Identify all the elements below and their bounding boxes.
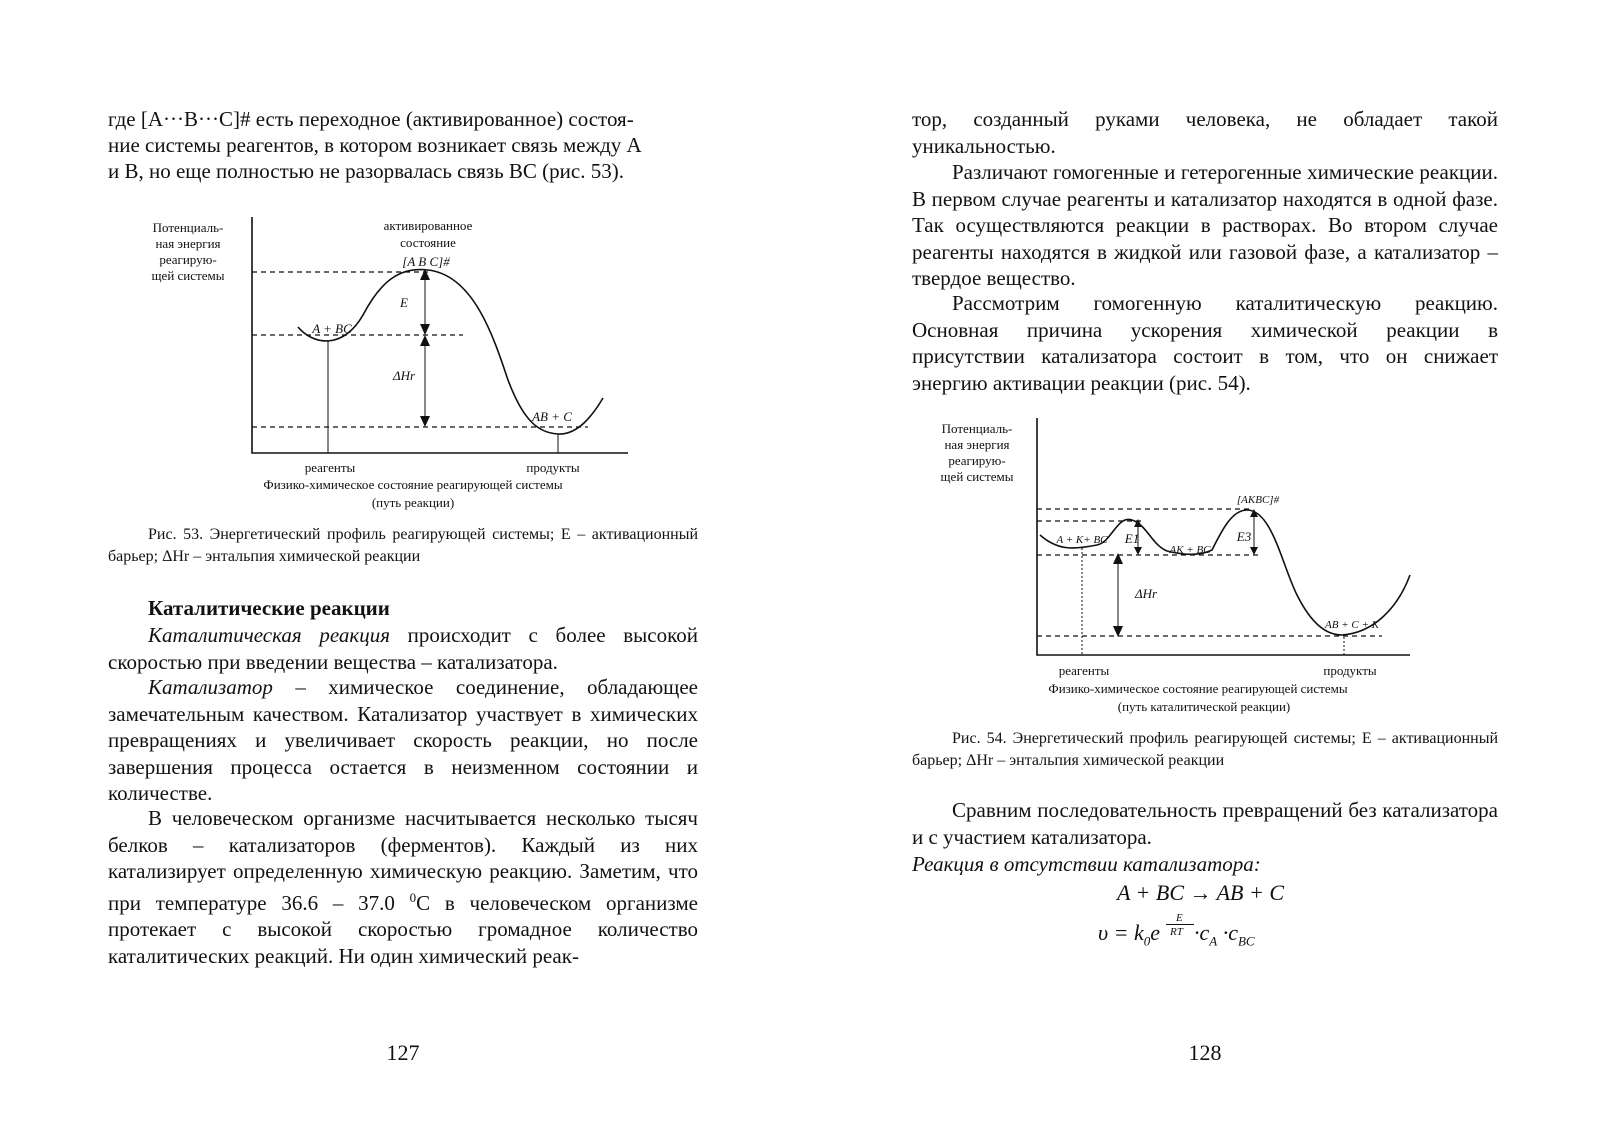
left-page bbox=[108, 0, 698, 1131]
term-catalytic-reaction: Каталитическая реакция bbox=[148, 623, 390, 647]
fig53-ylabel-line-1: Потенциаль- bbox=[152, 220, 224, 235]
fig54-x-reagents: реагенты bbox=[1058, 663, 1110, 678]
fig54-e1-arrowhead-down bbox=[1134, 547, 1142, 555]
fig53-x-products: продукты bbox=[526, 460, 580, 475]
para-catalyst bbox=[108, 674, 698, 807]
rate-sub-A: A bbox=[1209, 933, 1218, 949]
fig53-xlabel-2: (путь реакции) bbox=[371, 495, 455, 510]
rate-equation bbox=[1098, 912, 1255, 949]
fig54-energy-curve bbox=[1040, 510, 1410, 635]
rate-exponent bbox=[1160, 912, 1194, 940]
fig54-product-label: AB + C + K bbox=[1325, 619, 1379, 631]
fig54-ylabel-line-2: ная энергия bbox=[944, 437, 1010, 452]
para-catalyst-text: – химическое соединение, обладающее замечательным качеством. Катализатор участвует в химических превращениях и увеличивает скорость реакции, но после завершения процесса остается в неизменном состоянии и количестве. bbox=[108, 675, 698, 805]
fig53-ylabel-line-3: реагирую- bbox=[159, 252, 217, 267]
fig53-transition-state: [A B C]# bbox=[402, 254, 450, 269]
fig53-peak-label-2: состояние bbox=[400, 235, 456, 250]
fig54-e1-label: E1 bbox=[1124, 531, 1140, 546]
fig54-xlabel-2: (путь каталитической реакции) bbox=[1117, 699, 1291, 714]
fig54-xlabel-1: Физико-химическое состояние реагирующей системы bbox=[1048, 681, 1348, 696]
fig53-barrier-arrowhead-down bbox=[420, 324, 430, 335]
subheading-no-catalyst: Реакция в отсутствии катализатора: bbox=[912, 852, 1261, 876]
rate-cA: ·c bbox=[1193, 920, 1210, 945]
fig54-enthalpy-arrowhead-down bbox=[1113, 626, 1123, 637]
intro-line-2: ние системы реагентов, в котором возникает связь между A bbox=[108, 133, 642, 157]
fig53-x-reagents: реагенты bbox=[304, 460, 356, 475]
intro-line-1: где [A···B···C]# есть переходное (активированное) состоя- bbox=[108, 107, 634, 131]
fig54-x-products: продукты bbox=[1323, 663, 1377, 678]
rate-exp-den: RT bbox=[1169, 926, 1183, 938]
para-enzymes-text-b: C в человеческом организме протекает с высокой скоростью громадное количество каталитических реакций. Ни один химический реак- bbox=[108, 890, 698, 968]
fig54-e3-arrowhead-down bbox=[1250, 547, 1258, 555]
page-number-right: 128 bbox=[1188, 1040, 1222, 1065]
fig53-ylabel-line-4: щей системы bbox=[151, 268, 225, 283]
fig53-barrier-label: E bbox=[400, 295, 408, 310]
fig53-reactant-label: A + BC bbox=[312, 321, 352, 336]
page-number-left: 127 bbox=[386, 1040, 420, 1065]
fig54-transition-state: [AKBC]# bbox=[1236, 494, 1280, 506]
para-reaction-types: Различают гомогенные и гетерогенные химические реакции. В первом случае реагенты и катализатор находятся в одной фазе. Так осуществляются реакции в растворах. Во втором случае реагенты находятся в жидкой или газовой фазе, а катализатор – твердое вещество. bbox=[912, 160, 1498, 290]
rate-cBC: ·c bbox=[1217, 920, 1238, 945]
right-page bbox=[912, 0, 1498, 1131]
fig54-ylabel-line-3: реагирую- bbox=[948, 453, 1006, 468]
intro-line-3: и B, но еще полностью не разорвалась связь BC (рис. 53). bbox=[108, 159, 624, 183]
rate-e: e bbox=[1150, 920, 1160, 945]
reaction-equation: A + BC → AB + C bbox=[1117, 880, 1284, 905]
fig54-reactant-label: A + K+ BC bbox=[1056, 534, 1108, 546]
fig54-e3-label: E3 bbox=[1236, 529, 1252, 544]
term-catalyst: Катализатор bbox=[148, 675, 273, 699]
rate-sub-BC: BC bbox=[1237, 933, 1255, 949]
fig54-enthalpy-label: ΔHr bbox=[1134, 586, 1158, 601]
figure-53 bbox=[128, 205, 688, 520]
rate-exp-bar bbox=[1166, 924, 1194, 925]
fig54-ylabel bbox=[941, 421, 1014, 484]
rate-lhs: υ = k bbox=[1098, 920, 1144, 945]
fig53-enthalpy-arrowhead-up bbox=[420, 335, 430, 346]
fig53-product-label: AB + C bbox=[532, 409, 572, 424]
para-enzymes bbox=[108, 805, 698, 969]
rate-sub-0: 0 bbox=[1143, 933, 1151, 949]
figure-53-caption: Рис. 53. Энергетический профиль реагирующей системы; E – активационный барьер; ΔHr – энтальпия химической реакции bbox=[108, 526, 698, 565]
fig54-ylabel-line-4: щей системы bbox=[940, 469, 1014, 484]
para-enzymes-text-a: В человеческом организме насчитывается несколько тысяч белков – катализаторов (ферментов). Каждый из них катализирует определенную химическую реакцию. Заметим, что при температуре 36.6 – 37.0 bbox=[108, 806, 698, 915]
rate-exp-num: E bbox=[1175, 912, 1183, 924]
fig54-intermediate-label: AK + BC bbox=[1169, 544, 1211, 556]
para-catalytic-reaction-text: происходит с более высокой скоростью при введении вещества – катализатора. bbox=[108, 623, 698, 674]
fig53-xlabel-1: Физико-химическое состояние реагирующей системы bbox=[263, 477, 563, 492]
fig53-enthalpy-label: ΔHr bbox=[392, 368, 416, 383]
fig53-enthalpy-arrowhead-down bbox=[420, 416, 430, 427]
section-heading: Каталитические реакции bbox=[148, 596, 390, 620]
para-continuation: тор, созданный руками человека, не обладает такой уникальностью. bbox=[912, 107, 1498, 158]
para-compare: Сравним последовательность превращений без катализатора и с участием катализатора. bbox=[912, 798, 1498, 849]
fig54-e1-arrowhead-up bbox=[1134, 519, 1142, 527]
figure-54 bbox=[932, 415, 1472, 715]
fig53-ylabel bbox=[152, 220, 225, 283]
figure-54-caption: Рис. 54. Энергетический профиль реагирующей системы; E – активационный барьер; ΔHr – энтальпия химической реакции bbox=[912, 730, 1498, 769]
fig54-ylabel-line-1: Потенциаль- bbox=[941, 421, 1013, 436]
para-catalytic-reaction bbox=[108, 622, 698, 675]
para-homogeneous: Рассмотрим гомогенную каталитическую реакцию. Основная причина ускорения химической реакции в присутствии катализатора состоит в том, что он снижает энергию активации реакции (рис. 54). bbox=[912, 291, 1498, 395]
fig53-peak-label-1: активированное bbox=[383, 218, 473, 233]
fig53-ylabel-line-2: ная энергия bbox=[155, 236, 221, 251]
degree-superscript: 0 bbox=[409, 889, 417, 905]
